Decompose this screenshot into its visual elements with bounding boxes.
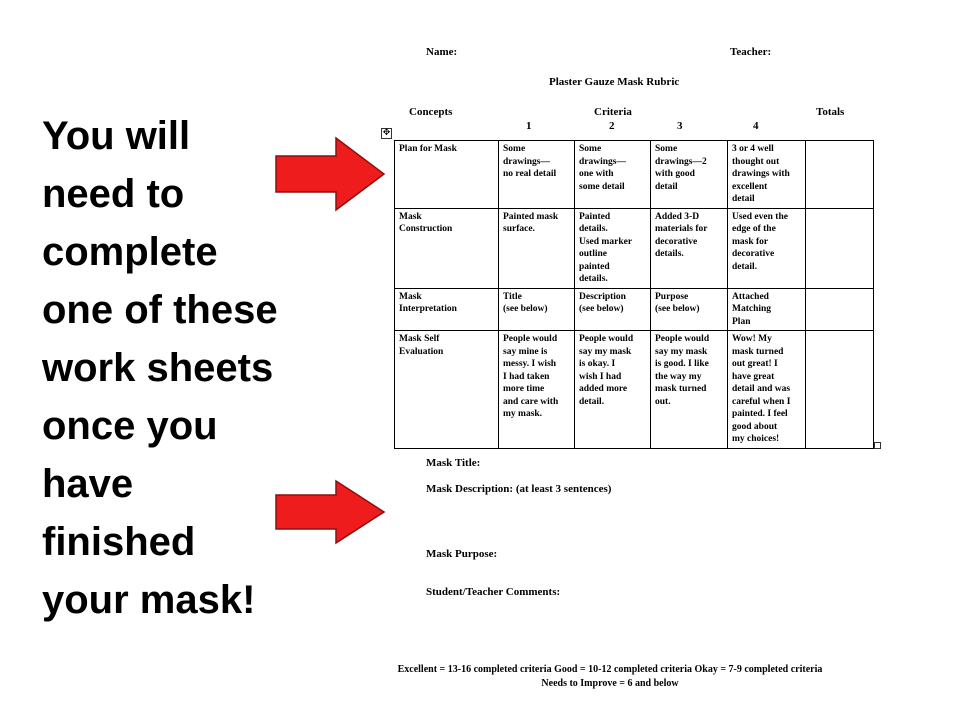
table-row [395, 208, 874, 288]
grading-scale-note: Needs to Improve = 6 and below [541, 678, 679, 689]
totals-cell[interactable] [806, 288, 874, 331]
criteria-cell[interactable]: Painted details. Used marker outline painted details. [575, 208, 651, 288]
teacher-label: Teacher: [730, 46, 772, 58]
table-row [395, 288, 874, 331]
concept-cell[interactable]: Mask Construction [395, 208, 499, 288]
instruction-line: complete [42, 230, 218, 274]
criteria-cell[interactable]: Some drawings— one with some detail [575, 141, 651, 209]
criteria-cell[interactable]: Description (see below) [575, 288, 651, 331]
comments-label: Student/Teacher Comments: [426, 586, 561, 598]
criteria-header: Criteria [594, 106, 632, 118]
criteria-cell[interactable]: Some drawings—2 with good detail [651, 141, 728, 209]
rubric-title: Plaster Gauze Mask Rubric [549, 76, 680, 88]
criteria-cell[interactable]: Painted mask surface. [499, 208, 575, 288]
concept-cell[interactable]: Mask Self Evaluation [395, 331, 499, 449]
totals-cell[interactable] [806, 141, 874, 209]
table-row [395, 331, 874, 449]
right-arrow-icon [274, 136, 386, 212]
mask-purpose-label: Mask Purpose: [426, 548, 498, 560]
criteria-number: 3 [677, 120, 683, 132]
instruction-line: once you [42, 404, 218, 448]
criteria-cell[interactable]: Used even the edge of the mask for decorative detail. [728, 208, 806, 288]
criteria-number: 1 [526, 120, 532, 132]
instruction-line: You will [42, 114, 191, 158]
instruction-line: finished [42, 520, 196, 564]
criteria-cell[interactable]: People would say my mask is good. I like the way my mask turned out. [651, 331, 728, 449]
criteria-number: 4 [753, 120, 759, 132]
table-move-handle-icon[interactable]: ✥ [382, 128, 391, 138]
criteria-cell[interactable]: Some drawings— no real detail [499, 141, 575, 209]
totals-cell[interactable] [806, 331, 874, 449]
grading-scale: Excellent = 13-16 completed criteria Good = 10-12 completed criteria Okay = 7-9 completed criteria [397, 664, 823, 675]
criteria-cell[interactable]: People would say mine is messy. I wish I had taken more time and care with my mask. [499, 331, 575, 449]
mask-description-label: Mask Description: (at least 3 sentences) [426, 483, 612, 495]
criteria-cell[interactable]: Purpose (see below) [651, 288, 728, 331]
criteria-cell[interactable]: Title (see below) [499, 288, 575, 331]
criteria-cell[interactable]: Wow! My mask turned out great! I have great detail and was careful when I painted. I feel good about my choices! [728, 331, 806, 449]
criteria-number: 2 [609, 120, 615, 132]
instruction-line: have [42, 462, 134, 506]
table-row [395, 141, 874, 209]
concepts-header: Concepts [409, 106, 453, 118]
concept-cell[interactable]: Plan for Mask [395, 141, 499, 209]
name-label: Name: [426, 46, 458, 58]
criteria-cell[interactable]: Added 3-D materials for decorative details. [651, 208, 728, 288]
concept-cell[interactable]: Mask Interpretation [395, 288, 499, 331]
instruction-line: your mask! [42, 578, 256, 622]
criteria-cell[interactable]: People would say my mask is okay. I wish I had added more detail. [575, 331, 651, 449]
mask-title-label: Mask Title: [426, 457, 481, 469]
totals-cell[interactable] [806, 208, 874, 288]
instruction-line: work sheets [42, 346, 274, 390]
instruction-line: one of these [42, 288, 278, 332]
criteria-cell[interactable]: Attached Matching Plan [728, 288, 806, 331]
criteria-cell[interactable]: 3 or 4 well thought out drawings with excellent detail [728, 141, 806, 209]
right-arrow-icon [274, 479, 386, 545]
table-resize-handle[interactable] [874, 442, 881, 449]
totals-header: Totals [816, 106, 845, 118]
instruction-line: need to [42, 172, 185, 216]
rubric-table [394, 140, 874, 449]
